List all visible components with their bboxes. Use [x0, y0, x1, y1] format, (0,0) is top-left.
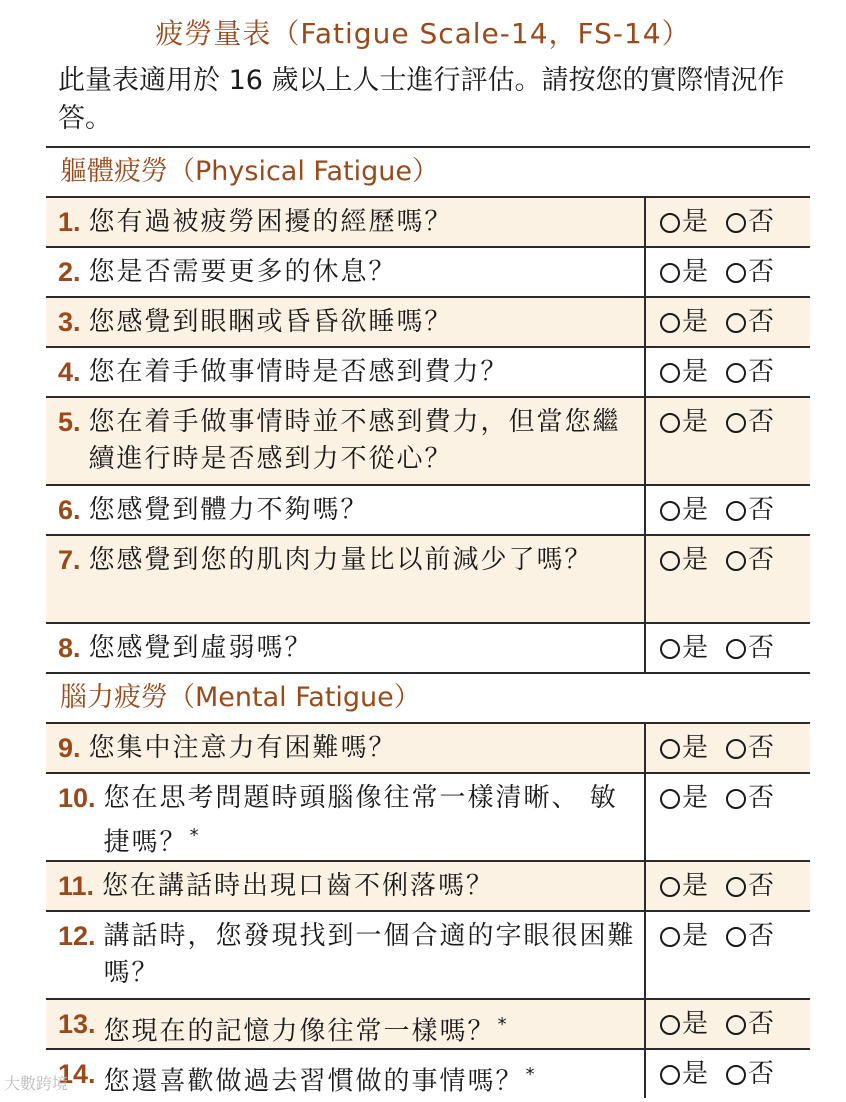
radio-circle-icon	[726, 413, 746, 433]
question-text: 您感覺到您的肌肉力量比以前減少了嗎？	[88, 545, 593, 575]
radio-circle-icon	[726, 927, 746, 947]
answer-options	[646, 198, 810, 246]
question-row	[46, 196, 810, 246]
answer-options	[646, 1050, 810, 1098]
question-text-body: 您在思考問題時頭腦像往常一樣清晰、 敏捷嗎？	[103, 783, 618, 858]
yes-option[interactable]	[660, 204, 708, 241]
yes-option[interactable]	[660, 1056, 708, 1093]
question-text: 講話時，您發現找到一個合適的字眼很困難嗎？	[103, 921, 636, 988]
no-option[interactable]	[726, 630, 774, 667]
question-row	[46, 1048, 810, 1098]
section-heading-mental: 腦力疲勞（Mental Fatigue）	[46, 672, 810, 722]
question-cell	[46, 724, 646, 772]
radio-circle-icon	[726, 551, 746, 571]
yes-option[interactable]	[660, 492, 708, 529]
question-text-body: 您現在的記憶力像往常一樣嗎？	[103, 1016, 496, 1047]
radio-circle-icon	[660, 313, 680, 333]
yes-option[interactable]	[660, 918, 708, 955]
question-cell	[46, 348, 646, 396]
no-label: 否	[748, 871, 775, 901]
no-label: 否	[748, 921, 775, 951]
yes-label: 是	[682, 783, 709, 813]
question-cell	[46, 1050, 646, 1098]
no-label: 否	[748, 733, 775, 763]
radio-circle-icon	[660, 639, 680, 659]
no-label: 否	[748, 307, 775, 337]
radio-circle-icon	[726, 877, 746, 897]
no-label: 否	[748, 207, 775, 237]
question-number: 12.	[58, 921, 96, 951]
question-row	[46, 910, 810, 998]
no-label: 否	[748, 495, 775, 525]
yes-option[interactable]	[660, 780, 708, 817]
question-text: 您集中注意力有困難嗎？	[88, 733, 397, 763]
question-row	[46, 246, 810, 296]
radio-circle-icon	[660, 1015, 680, 1035]
radio-circle-icon	[660, 789, 680, 809]
question-text: 您有過被疲勞困擾的經歷嗎？	[88, 207, 453, 237]
question-number: 3.	[58, 307, 81, 337]
yes-label: 是	[682, 1059, 709, 1089]
answer-options	[646, 248, 810, 296]
yes-option[interactable]	[660, 1006, 708, 1043]
page-title: 疲勞量表（Fatigue Scale-14，FS-14）	[155, 17, 691, 50]
answer-options	[646, 536, 810, 622]
footnote-asterisk: *	[525, 1064, 537, 1085]
question-cell	[46, 774, 646, 860]
footnote-asterisk: *	[497, 1014, 509, 1035]
no-label: 否	[748, 1009, 775, 1039]
yes-option[interactable]	[660, 354, 708, 391]
question-number: 11.	[58, 871, 95, 901]
no-option[interactable]	[726, 918, 774, 955]
question-text: 您是否需要更多的休息？	[88, 257, 397, 287]
answer-options	[646, 486, 810, 534]
no-option[interactable]	[726, 730, 774, 767]
no-label: 否	[748, 783, 775, 813]
no-option[interactable]	[726, 492, 774, 529]
question-text: 您感覺到眼睏或昏昏欲睡嗎？	[88, 307, 453, 337]
question-cell	[46, 248, 646, 296]
radio-circle-icon	[660, 739, 680, 759]
radio-circle-icon	[726, 789, 746, 809]
question-cell	[46, 536, 646, 622]
no-option[interactable]	[726, 404, 774, 441]
question-row	[46, 484, 810, 534]
question-number: 8.	[58, 633, 81, 663]
question-number: 4.	[58, 357, 81, 387]
answer-options	[646, 298, 810, 346]
answer-options	[646, 348, 810, 396]
yes-label: 是	[682, 1009, 709, 1039]
question-text: 您在着手做事情時並不感到費力，但當您繼續進行時是否感到力不從心？	[88, 407, 621, 474]
question-number: 9.	[58, 733, 81, 763]
no-label: 否	[748, 545, 775, 575]
question-row	[46, 622, 810, 672]
question-cell	[46, 1000, 646, 1048]
question-row	[46, 860, 810, 910]
question-text	[103, 780, 636, 858]
no-option[interactable]	[726, 304, 774, 341]
question-cell	[46, 398, 646, 484]
yes-label: 是	[682, 407, 709, 437]
no-label: 否	[748, 257, 775, 287]
question-cell	[46, 862, 646, 910]
yes-option[interactable]	[660, 254, 708, 291]
radio-circle-icon	[726, 501, 746, 521]
question-text: 您感覺到虛弱嗎？	[88, 633, 313, 663]
question-text: 您在着手做事情時是否感到費力？	[88, 357, 509, 387]
question-cell	[46, 624, 646, 672]
yes-label: 是	[682, 545, 709, 575]
question-cell	[46, 198, 646, 246]
radio-circle-icon	[726, 739, 746, 759]
radio-circle-icon	[660, 1065, 680, 1085]
section-heading-physical: 軀體疲勞（Physical Fatigue）	[46, 146, 810, 196]
no-option[interactable]	[726, 254, 774, 291]
no-option[interactable]	[726, 1006, 774, 1043]
question-cell	[46, 912, 646, 998]
answer-options	[646, 862, 810, 910]
yes-label: 是	[682, 307, 709, 337]
question-number: 1.	[58, 207, 81, 237]
question-number: 7.	[58, 545, 81, 575]
radio-circle-icon	[726, 1065, 746, 1085]
radio-circle-icon	[660, 363, 680, 383]
radio-circle-icon	[726, 263, 746, 283]
fatigue-scale-table	[46, 146, 810, 1098]
yes-label: 是	[682, 257, 709, 287]
question-row	[46, 534, 810, 622]
yes-label: 是	[682, 921, 709, 951]
radio-circle-icon	[660, 501, 680, 521]
yes-label: 是	[682, 633, 709, 663]
yes-label: 是	[682, 357, 709, 387]
no-option[interactable]	[726, 204, 774, 241]
no-label: 否	[748, 1059, 775, 1089]
no-option[interactable]	[726, 780, 774, 817]
no-label: 否	[748, 357, 775, 387]
question-row	[46, 772, 810, 860]
no-option[interactable]	[726, 868, 774, 905]
question-number: 13.	[58, 1009, 96, 1039]
no-label: 否	[748, 633, 775, 663]
yes-label: 是	[682, 871, 709, 901]
radio-circle-icon	[660, 877, 680, 897]
question-text	[103, 1056, 537, 1097]
answer-options	[646, 774, 810, 860]
radio-circle-icon	[726, 1015, 746, 1035]
answer-options	[646, 912, 810, 998]
radio-circle-icon	[660, 263, 680, 283]
radio-circle-icon	[660, 413, 680, 433]
intro-text: 此量表適用於 16 歲以上人士進行評估。請按您的實際情況作答。	[58, 65, 785, 134]
no-option[interactable]	[726, 542, 774, 579]
radio-circle-icon	[660, 213, 680, 233]
yes-option[interactable]	[660, 304, 708, 341]
radio-circle-icon	[660, 927, 680, 947]
question-row	[46, 722, 810, 772]
answer-options	[646, 398, 810, 484]
yes-option[interactable]	[660, 868, 708, 905]
radio-circle-icon	[726, 313, 746, 333]
question-row	[46, 998, 810, 1048]
radio-circle-icon	[726, 363, 746, 383]
question-text-body: 您還喜歡做過去習慣做的事情嗎？	[103, 1066, 524, 1097]
question-number: 5.	[58, 407, 81, 437]
answer-options	[646, 724, 810, 772]
question-text: 您感覺到體力不夠嗎？	[88, 495, 369, 525]
answer-options	[646, 624, 810, 672]
yes-option[interactable]	[660, 404, 708, 441]
question-row	[46, 296, 810, 346]
question-number: 10.	[58, 783, 96, 813]
question-text: 您在講話時出現口齒不俐落嗎？	[102, 871, 495, 901]
question-number: 2.	[58, 257, 81, 287]
question-row	[46, 346, 810, 396]
radio-circle-icon	[726, 213, 746, 233]
footnote-asterisk: *	[189, 825, 201, 846]
question-cell	[46, 298, 646, 346]
yes-label: 是	[682, 207, 709, 237]
yes-option[interactable]	[660, 630, 708, 667]
radio-circle-icon	[660, 551, 680, 571]
no-option[interactable]	[726, 354, 774, 391]
radio-circle-icon	[726, 639, 746, 659]
yes-label: 是	[682, 495, 709, 525]
question-number: 6.	[58, 495, 81, 525]
question-text	[103, 1006, 509, 1047]
yes-label: 是	[682, 733, 709, 763]
yes-option[interactable]	[660, 542, 708, 579]
question-number: 14.	[58, 1059, 96, 1089]
no-option[interactable]	[726, 1056, 774, 1093]
question-cell	[46, 486, 646, 534]
no-label: 否	[748, 407, 775, 437]
watermark: 大數跨境	[4, 1074, 69, 1093]
answer-options	[646, 1000, 810, 1048]
yes-option[interactable]	[660, 730, 708, 767]
question-row	[46, 396, 810, 484]
